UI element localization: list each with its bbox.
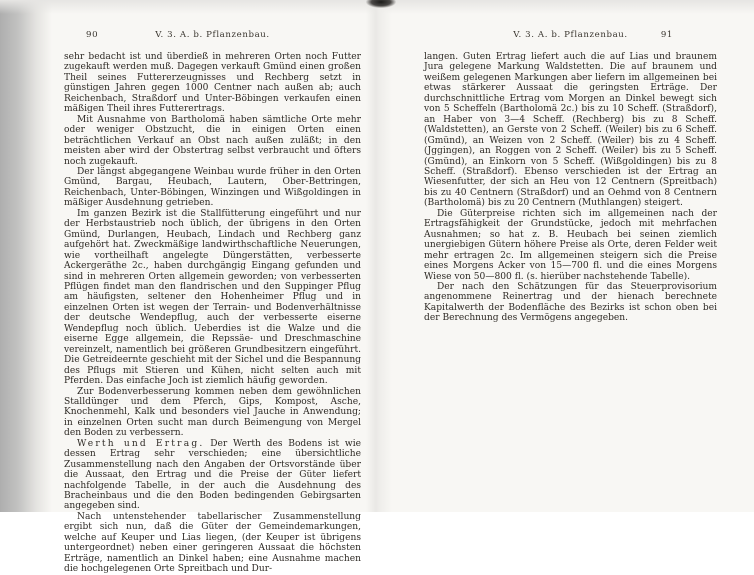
page-body-right	[424, 52, 717, 324]
scan-edge-shadow-left	[0, 0, 52, 512]
paragraph: Zur Bodenverbesserung kommen neben dem gewöhnlichen Stalldünger und dem Pferch, Gips, Kompost, Asche, Knochenmehl, Kalk und besonders viel Jauche in Anwendung; in einzelnen Orten sucht man durch Beimengung von Mergel den Boden zu verbessern.	[64, 386, 361, 439]
paragraph: Die Güterpreise richten sich im allgemeinen nach der Ertragsfähigkeit der Grundstücke, jedoch mit mehrfachen Ausnahmen; so hat z. B. Heubach bei seinen ziemlich unergiebigen Gütern höhere Preise als Orte, deren Felder weit mehr ertragen 2c. Im allgemeinen steigern sich die Preise eines Morgens Acker von 15—700 fl. und die eines Morgens Wiese von 50—800 fl. (s. hierüber nachstehende Tabelle).	[424, 208, 717, 282]
running-title-left: V. 3. A. b. Pflanzenbau.	[155, 30, 270, 40]
page-number-left: 90	[86, 30, 99, 40]
running-head-left	[64, 30, 361, 43]
page-left	[64, 30, 361, 575]
page-number-right: 91	[660, 30, 673, 40]
running-head-right	[424, 30, 717, 43]
paragraph: Mit Ausnahme von Bartholomä haben sämtliche Orte mehr oder weniger Obstzucht, die in einigen Orten einen beträchtlichen Verkauf an Obst nach außen zuläßt; in den meisten aber wird der Obstertrag selbst verbraucht und öfters noch zugekauft.	[64, 114, 361, 167]
paragraph: langen. Guten Ertrag liefert auch die auf Lias und braunem Jura gelegene Markung Waldstetten. Die auf braunem und weißem gelegenen Markungen aber liefern im allgemeinen bei etwas stärkerer Aussaat die geringsten Erträge. Der durchschnittliche Ertrag vom Morgen an Dinkel bewegt sich von 5 Scheffeln (Bartholomä 2c.) bis zu 10 Scheff. (Straßdorf), an Haber von 3—4 Scheff. (Rechberg) bis zu 8 Scheff. (Waldstetten), an Gerste von 2 Scheff. (Weiler) bis zu 6 Scheff. (Gmünd), an Weizen von 2 Scheff. (Weiler) bis zu 4 Scheff. (Jggingen), an Roggen von 2 Scheff. (Weiler) bis zu 5 Scheff. (Gmünd), an Einkorn von 5 Scheff. (Wißgoldingen) bis zu 8 Scheff. (Straßdorf). Ebenso verschieden ist der Ertrag an Wiesenfutter, der sich an Heu von 12 Centnern (Spreitbach) bis zu 40 Centnern (Straßdorf) und an Oehmd von 8 Centnern (Bartholomä) bis zu 20 Centnern (Muthlangen) steigert.	[424, 52, 717, 209]
page-body-left	[64, 52, 361, 575]
paragraph: Im ganzen Bezirk ist die Stallfütterung eingeführt und nur der Herbstaustrieb noch üblich, der übrigens in den Orten Gmünd, Durlangen, Heubach, Lindach und Rechberg ganz aufgehört hat. Zweckmäßige landwirthschaftliche Neuerungen, wie vortheilhaft angelegte Düngerstätten, verbesserte Ackergeräthe 2c., haben durchgängig Eingang gefunden und sind in mehreren Orten allgemein geworden; von verbesserten Pflügen findet man den flandrischen und den Suppinger Pflug am häufigsten, seltener den Hohenheimer Pflug und in einzelnen Orten ist wegen der Terrain- und Bodenverhältnisse der deutsche Wendepflug, auch der verbesserte eiserne Wendepflug noch üblich. Ueberdies ist die Walze und die eiserne Egge allgemein, die Repssäe- und Dreschmaschine vereinzelt, namentlich bei größeren Grundbesitzern eingeführt. Die Getreideernte geschieht mit der Sichel und die Bespannung des Pflugs mit Stieren und Kühen, nicht selten auch mit Pferden. Das einfache Joch ist ziemlich häufig geworden.	[64, 208, 361, 387]
paragraph: Nach untenstehender tabellarischer Zusammenstellung ergibt sich nun, daß die Güter der Gemeindemarkungen, welche auf Keuper und Lias liegen, (der Keuper ist übrigens untergeordnet) neben einer geringeren Aussaat die höchsten Erträge, namentlich an Dinkel haben; eine Ausnahme machen die hochgelegenen Orte Spreitbach und Dur-	[64, 511, 361, 575]
running-title-right: V. 3. A. b. Pflanzenbau.	[513, 30, 628, 40]
paragraph-werth-und-ertrag	[64, 439, 361, 512]
paragraph: sehr bedacht ist und überdieß in mehreren Orten noch Futter zugekauft werden muß. Dagegen verkauft Gmünd einen großen Theil seines Futtererzeugnisses und Rechberg setzt in günstigen Jahren gegen 1000 Centner nach außen ab; auch Reichenbach, Straßdorf und Unter-Böbingen verkaufen einen mäßigen Theil ihres Futterertrags.	[64, 52, 361, 115]
paragraph: Der nach den Schätzungen für das Steuerprovisorium angenommene Reinertrag und der hienach berechnete Kapitalwerth der Bodenfläche des Bezirks ist schon oben bei der Berechnung des Vermögens angegeben.	[424, 281, 717, 324]
page-right	[424, 30, 717, 324]
section-heading-werth-und-ertrag: Werth und Ertrag.	[77, 438, 205, 449]
section-body-text: Der Werth des Bodens ist wie dessen Ertrag sehr verschieden; eine übersichtliche Zusammenstellung nach den Angaben der Ortsvorstände über die Aussaat, den Ertrag und die Preise der Güter liefert nachfolgende Tabelle, in der auch die Ausdehnung des Bracheinbaus und die den Boden bedingenden Gebirgsarten angegeben sind.	[64, 438, 362, 512]
gutter-top-mark	[366, 0, 396, 8]
paragraph: Der längst abgegangene Weinbau wurde früher in den Orten Gmünd, Bargau, Heubach, Lautern, Ober-Bettringen, Reichenbach, Unter-Böbingen, Winzingen und Wißgoldingen in mäßiger Ausdehnung getrieben.	[64, 166, 361, 209]
page-gutter-shadow	[366, 0, 392, 512]
